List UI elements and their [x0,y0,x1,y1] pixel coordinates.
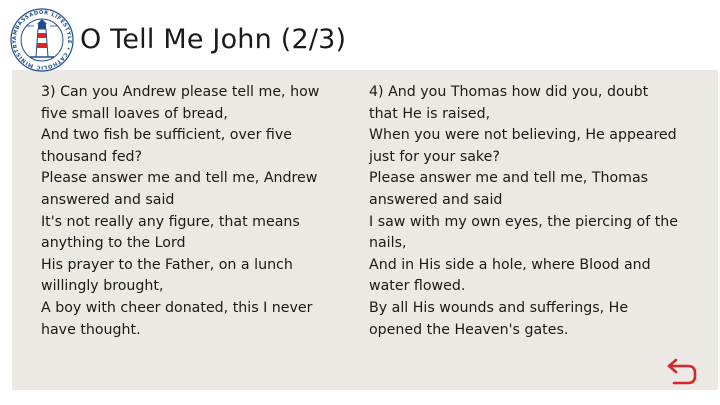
verse-line: And in His side a hole, where Blood and [369,256,651,273]
lighthouse-logo-icon [8,6,76,74]
verse-line: It's not really any figure, that means [41,213,300,230]
verse-line: answered and said [369,191,503,208]
verse-line: 4) And you Thomas how did you, doubt [369,84,649,100]
verse-line: 3) Can you Andrew please tell me, how [41,84,320,100]
verse-line: By all His wounds and sufferings, He [369,299,629,316]
verse-line: just for your sake? [369,148,500,165]
verse-line: nails, [369,235,407,252]
logo-ring-text: AMBASSADOR LIFESTYLE • CATHOLIC MINISTRY [11,9,73,71]
verse-line: answered and said [41,191,175,208]
verse-line: have thought. [41,321,141,338]
verse-line: five small loaves of bread, [41,105,228,122]
verse-line: Please answer me and tell me, Thomas [369,170,649,187]
verse-line: When you were not believing, He appeared [369,127,677,144]
verse-line: Please answer me and tell me, Andrew [41,170,318,187]
verse-line: water flowed. [369,278,466,295]
verse-line: And two fish be sufficient, over five [41,127,292,144]
page-title: O Tell Me John (2/3) [80,24,347,55]
return-button[interactable] [666,358,698,386]
verse-line: A boy with cheer donated, this I never [41,299,313,316]
return-arrow-icon [669,360,695,383]
verse-4 [369,82,694,341]
verse-line: anything to the Lord [41,235,186,252]
verse-line: His prayer to the Father, on a lunch [41,256,293,273]
verse-line: opened the Heaven's gates. [369,321,569,338]
verse-line: I saw with my own eyes, the piercing of the [369,213,678,230]
verse-line: willingly brought, [41,278,164,295]
verse-line: that He is raised, [369,105,491,122]
verse-line: thousand fed? [41,148,143,165]
verse-3 [41,82,341,341]
